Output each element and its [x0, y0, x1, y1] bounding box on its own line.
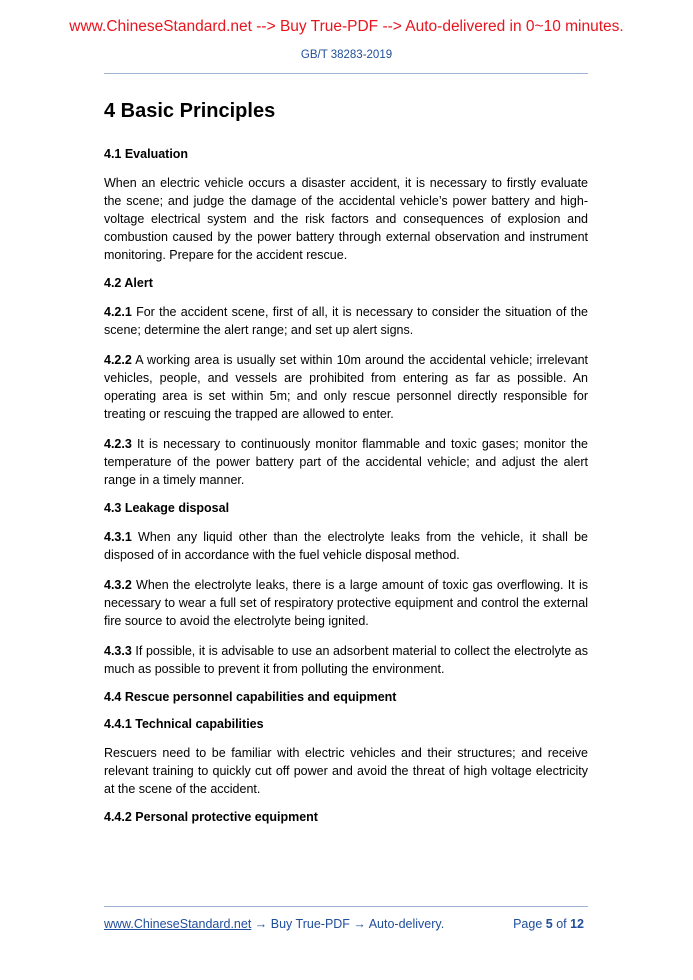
page-indicator — [513, 917, 584, 931]
clause-number: 4.2.1 — [104, 305, 132, 319]
page-label: Page — [513, 917, 546, 931]
document-body — [104, 100, 588, 837]
paragraph-4-1: When an electric vehicle occurs a disaster accident, it is necessary to firstly evaluate the scene; and judge the damage of the accidental vehicle’s power battery and high-voltage electrical system and the risk factors and consequences of explosion and combustion caused by the power battery through external observation and instrument monitoring. Prepare for the accident rescue. — [104, 176, 588, 262]
clause-number: 4.2.3 — [104, 437, 132, 451]
clause-4-2-1 — [104, 303, 588, 339]
section-title: 4 Basic Principles — [104, 100, 276, 122]
heading-4-3: 4.3 Leakage disposal — [104, 501, 230, 515]
clause-text: If possible, it is advisable to use an adsorbent material to collect the electrolyte as much as possible to prevent it from polluting the environment. — [104, 644, 588, 676]
page-footer — [104, 917, 588, 931]
clause-number: 4.3.2 — [104, 578, 132, 592]
clause-number: 4.3.1 — [104, 530, 132, 544]
heading-4-4-1: 4.4.1 Technical capabilities — [104, 717, 264, 731]
clause-text: For the accident scene, first of all, it is necessary to consider the situation of the scene; determine the alert range; and set up alert signs. — [104, 305, 588, 337]
heading-4-1: 4.1 Evaluation — [104, 147, 189, 161]
heading-4-4: 4.4 Rescue personnel capabilities and equipment — [104, 690, 397, 704]
clause-4-3-1 — [104, 528, 588, 564]
clause-number: 4.3.3 — [104, 644, 132, 658]
footer-site-link[interactable]: www.ChineseStandard.net — [104, 917, 252, 931]
clause-4-3-2 — [104, 576, 588, 630]
page-of: of — [552, 917, 571, 931]
clause-4-2-2 — [104, 351, 588, 423]
clause-text: When any liquid other than the electrolyte leaks from the vehicle, it shall be disposed of in accordance with the fuel vehicle disposal method. — [104, 530, 588, 562]
promo-banner[interactable]: www.ChineseStandard.net --> Buy True-PDF --> Auto-delivered in 0~10 minutes. — [69, 18, 624, 35]
heading-4-4-2: 4.4.2 Personal protective equipment — [104, 810, 318, 824]
header-divider — [104, 73, 588, 74]
page-total: 12 — [570, 917, 584, 931]
footer-tagline: → Buy True-PDF → Auto-delivery. — [251, 917, 445, 931]
clause-text: When the electrolyte leaks, there is a large amount of toxic gas overflowing. It is necessary to wear a full set of respiratory protective equipment and control the external fire source to avoid the electrolyte being ignited. — [104, 578, 588, 628]
clause-text: It is necessary to continuously monitor flammable and toxic gases; monitor the temperature of the power battery part of the accidental vehicle; and adjust the alert range in a timely manner. — [104, 437, 588, 487]
footer-divider — [104, 906, 588, 907]
standard-code-header: GB/T 38283-2019 — [300, 49, 393, 61]
clause-4-3-3 — [104, 642, 588, 678]
heading-4-2: 4.2 Alert — [104, 276, 153, 290]
page-current: 5 — [545, 917, 553, 931]
clause-text: A working area is usually set within 10m around the accidental vehicle; irrelevant vehicles, people, and vessels are prohibited from entering as far as possible. An operating area is set within 5m; and only rescue personnel directly responsible for treating or rescuing the trapped are allowed to enter. — [104, 353, 588, 421]
paragraph-4-4-1: Rescuers need to be familiar with electric vehicles and their structures; and receive relevant training to quickly cut off power and avoid the threat of high voltage electricity at the scene of the accident. — [104, 746, 588, 796]
clause-number: 4.2.2 — [104, 353, 132, 367]
clause-4-2-3 — [104, 435, 588, 489]
